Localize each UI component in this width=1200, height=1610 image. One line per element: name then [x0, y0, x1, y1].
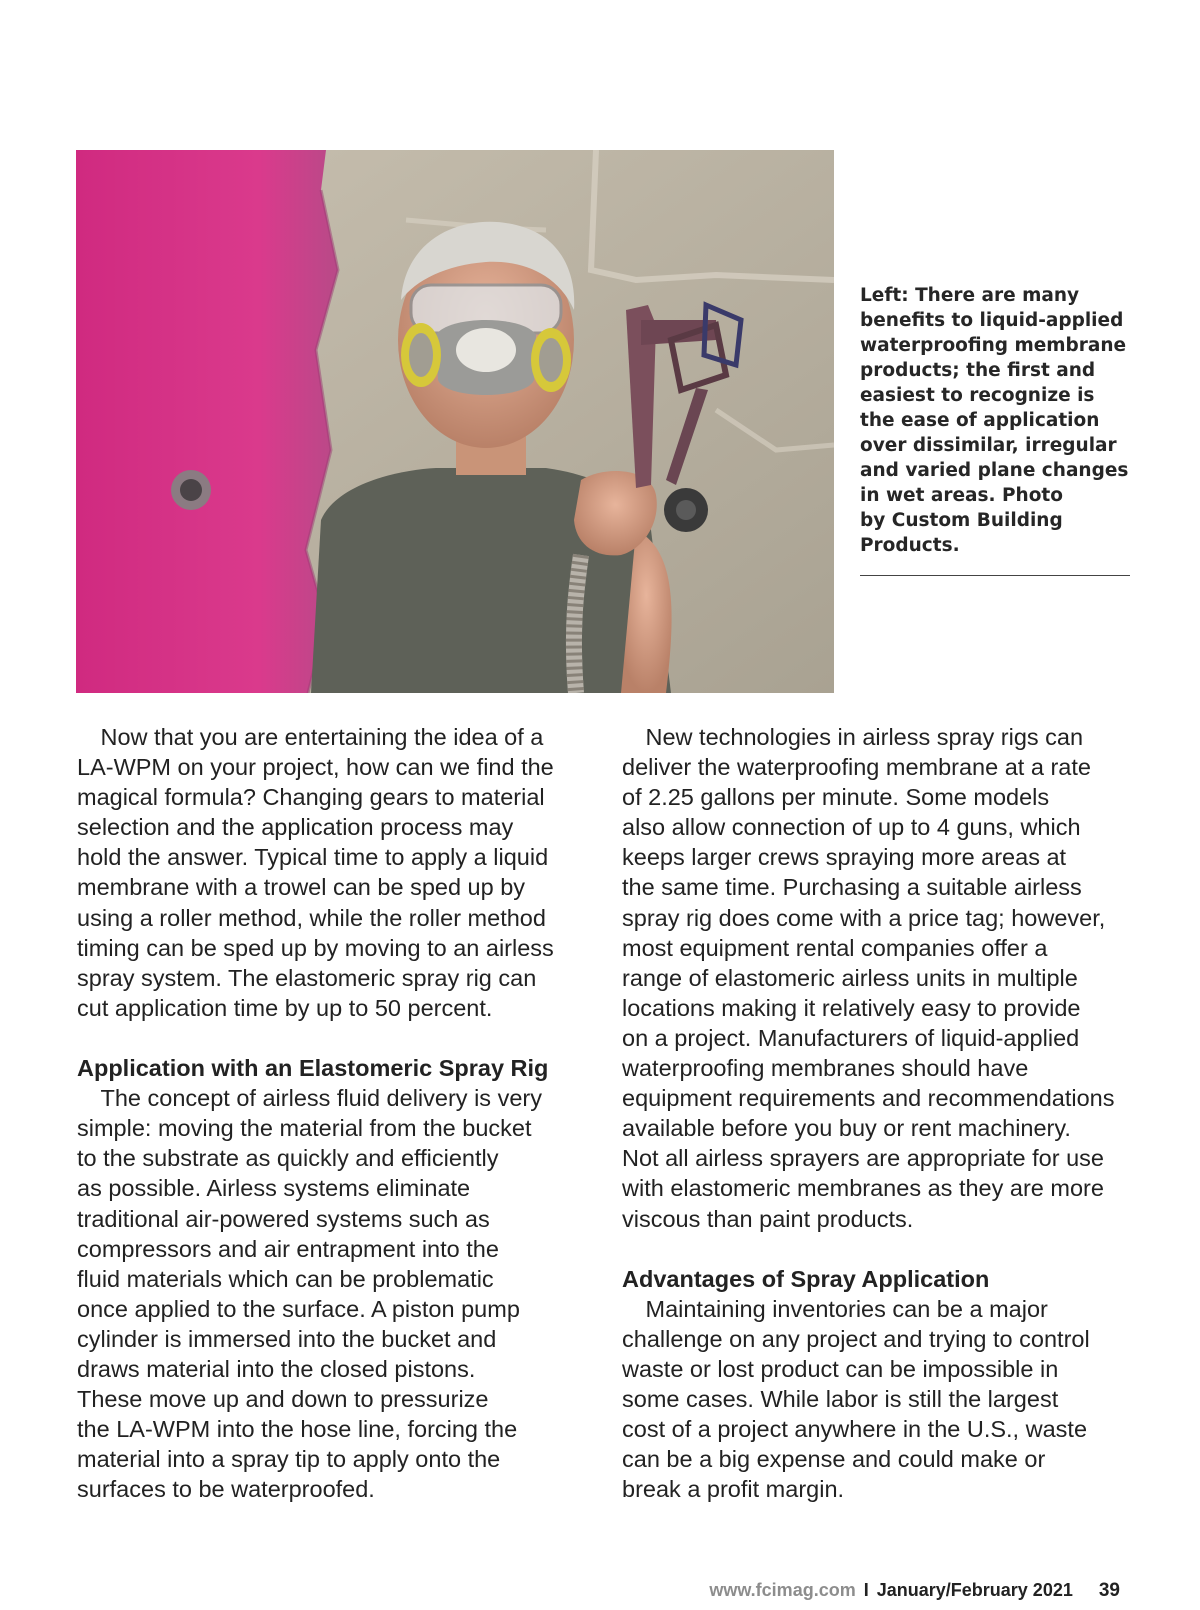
page-number: 39	[1098, 1580, 1120, 1601]
footer-issue-date: January/February 2021	[876, 1580, 1073, 1600]
article-photo	[76, 150, 834, 693]
technologies-paragraph: New technologies in airless spray rigs can deliver the waterproofing membrane at a rate of 2.25 gallons per minute. Some models also allow connection of up to 4 guns, which keeps larger crews spraying more areas at the same time. Purchasing a suitable airless spray rig does come with a price tag; however, most equipment rental companies offer a range of elastomeric airless units in multiple locations making it relatively easy to provide on a project. Manufacturers of liquid-applied waterproofing membranes should have equipment requirements and recommendations available before you buy or rent machinery. Not all airless sprayers are appropriate for use with elastomeric membranes as they are more viscous than paint products.	[622, 724, 1115, 1232]
caption-text: Left: There are many benefits to liquid-applied waterproofing membrane products; the first and easiest to recognize is the ease of application over dissimilar, irregular and varied plane changes in wet areas. Photo by Custom Building Products.	[860, 285, 1129, 556]
intro-paragraph: Now that you are entertaining the idea of a LA-WPM on your project, how can we find the magical formula? Changing gears to material selection and the application process may hold the answer. Typical time to apply a liquid membrane with a trowel can be sped up by using a roller method, while the roller method timing can be sped up by moving to an airless spray system. The elastomeric spray rig can cut application time by up to 50 percent.	[77, 724, 554, 1021]
article-column-left	[77, 722, 597, 1504]
advantages-paragraph: Maintaining inventories can be a major challenge on any project and trying to control waste or lost product can be impossible in some cases. While labor is still the largest cost of a project anywhere in the U.S., waste can be a big expense and could make or break a profit margin.	[622, 1295, 1090, 1503]
section-heading-spray-rig: Application with an Elastomeric Spray Rig	[77, 1055, 549, 1082]
photo-worker-spray-gun-icon	[76, 150, 834, 693]
section-heading-advantages: Advantages of Spray Application	[622, 1265, 990, 1292]
page-footer	[0, 1578, 1120, 1603]
paragraph-gap	[622, 1234, 1132, 1264]
paragraph-gap	[77, 1023, 597, 1053]
article-column-right	[622, 722, 1132, 1504]
spray-rig-paragraph: The concept of airless fluid delivery is very simple: moving the material from the bucket to the substrate as quickly and efficiently as possible. Airless systems eliminate traditional air-powered systems such as compressors and air entrapment into the fluid materials which can be problematic once applied to the surface. A piston pump cylinder is immersed into the bucket and draws material into the closed pistons. These move up and down to pressurize the LA-WPM into the hose line, forcing the material into a spray tip to apply onto the surfaces to be waterproofed.	[77, 1085, 542, 1503]
footer-separator: I	[863, 1580, 869, 1600]
footer-url[interactable]: www.fcimag.com	[709, 1580, 856, 1600]
caption-divider	[860, 575, 1130, 576]
photo-caption	[860, 283, 1132, 558]
